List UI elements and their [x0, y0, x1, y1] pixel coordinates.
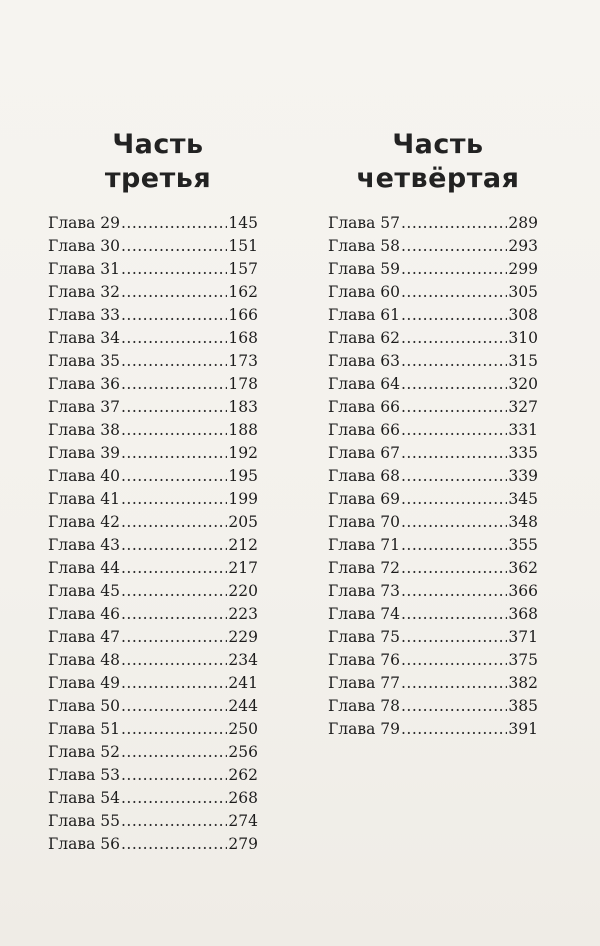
toc-entry	[48, 557, 258, 580]
chapter-label: Глава 70	[328, 513, 400, 531]
chapter-label: Глава 59	[328, 260, 400, 278]
dot-leader	[121, 442, 227, 465]
page-number: 250	[228, 720, 258, 738]
toc-entry	[48, 603, 258, 626]
page-number: 382	[508, 674, 538, 692]
dot-leader	[121, 258, 227, 281]
page-number: 205	[228, 513, 258, 531]
page-number: 308	[508, 306, 538, 324]
page-number: 362	[508, 559, 538, 577]
page-number: 335	[508, 444, 538, 462]
page-number: 178	[228, 375, 258, 393]
page-number: 305	[508, 283, 538, 301]
dot-leader	[121, 580, 227, 603]
dot-leader	[121, 511, 227, 534]
toc-entry	[328, 511, 538, 534]
toc-entry	[48, 810, 258, 833]
toc-entry	[328, 396, 538, 419]
toc-entry	[328, 695, 538, 718]
dot-leader	[121, 833, 227, 856]
chapter-label: Глава 48	[48, 651, 120, 669]
chapter-label: Глава 77	[328, 674, 400, 692]
dot-leader	[121, 741, 227, 764]
toc-entry	[48, 465, 258, 488]
dot-leader	[121, 212, 227, 235]
dot-leader	[121, 350, 227, 373]
chapter-label: Глава 35	[48, 352, 120, 370]
dot-leader	[401, 442, 507, 465]
dot-leader	[121, 810, 227, 833]
toc-entry	[48, 672, 258, 695]
heading-line-1: Часть	[112, 129, 204, 160]
page-number: 331	[508, 421, 538, 439]
page-number: 391	[508, 720, 538, 738]
toc-entry	[328, 626, 538, 649]
page-number: 371	[508, 628, 538, 646]
chapter-label: Глава 51	[48, 720, 120, 738]
chapter-label: Глава 33	[48, 306, 120, 324]
page-number: 375	[508, 651, 538, 669]
chapter-label: Глава 42	[48, 513, 120, 531]
dot-leader	[401, 373, 507, 396]
dot-leader	[121, 695, 227, 718]
dot-leader	[401, 603, 507, 626]
page-number: 320	[508, 375, 538, 393]
dot-leader	[401, 695, 507, 718]
dot-leader	[121, 626, 227, 649]
dot-leader	[401, 580, 507, 603]
dot-leader	[121, 281, 227, 304]
page-number: 345	[508, 490, 538, 508]
chapter-label: Глава 58	[328, 237, 400, 255]
toc-entry	[48, 718, 258, 741]
toc-entry	[328, 281, 538, 304]
page-number: 368	[508, 605, 538, 623]
page-number: 339	[508, 467, 538, 485]
chapter-label: Глава 36	[48, 375, 120, 393]
chapter-label: Глава 69	[328, 490, 400, 508]
chapter-label: Глава 54	[48, 789, 120, 807]
page-number: 289	[508, 214, 538, 232]
heading-line-1: Часть	[392, 129, 484, 160]
chapter-label: Глава 52	[48, 743, 120, 761]
dot-leader	[401, 258, 507, 281]
chapter-label: Глава 73	[328, 582, 400, 600]
page-number: 145	[228, 214, 258, 232]
heading-line-2: третья	[104, 163, 212, 194]
chapter-label: Глава 60	[328, 283, 400, 301]
page-number: 168	[228, 329, 258, 347]
dot-leader	[121, 488, 227, 511]
dot-leader	[121, 672, 227, 695]
dot-leader	[121, 557, 227, 580]
page-number: 151	[228, 237, 258, 255]
chapter-label: Глава 30	[48, 237, 120, 255]
page-number: 315	[508, 352, 538, 370]
heading-line-2: четвёртая	[356, 163, 520, 194]
page-number: 310	[508, 329, 538, 347]
page-number: 268	[228, 789, 258, 807]
page-number: 327	[508, 398, 538, 416]
chapter-label: Глава 75	[328, 628, 400, 646]
chapter-label: Глава 79	[328, 720, 400, 738]
page-number: 195	[228, 467, 258, 485]
contents-column-part-three	[48, 128, 258, 856]
dot-leader	[401, 465, 507, 488]
dot-leader	[401, 327, 507, 350]
chapter-label: Глава 64	[328, 375, 400, 393]
page-number: 223	[228, 605, 258, 623]
toc-entry	[48, 626, 258, 649]
dot-leader	[401, 488, 507, 511]
chapter-list	[328, 212, 538, 741]
toc-entry	[48, 649, 258, 672]
chapter-label: Глава 46	[48, 605, 120, 623]
toc-entry	[328, 258, 538, 281]
toc-entry	[48, 212, 258, 235]
page-number: 199	[228, 490, 258, 508]
toc-entry	[48, 373, 258, 396]
dot-leader	[401, 281, 507, 304]
toc-entry	[328, 304, 538, 327]
page-number: 241	[228, 674, 258, 692]
chapter-label: Глава 66	[328, 398, 400, 416]
page-number: 157	[228, 260, 258, 278]
dot-leader	[401, 511, 507, 534]
chapter-label: Глава 71	[328, 536, 400, 554]
toc-entry	[48, 396, 258, 419]
chapter-label: Глава 45	[48, 582, 120, 600]
toc-entry	[328, 212, 538, 235]
toc-entry	[48, 488, 258, 511]
chapter-label: Глава 29	[48, 214, 120, 232]
toc-entry	[328, 534, 538, 557]
chapter-label: Глава 34	[48, 329, 120, 347]
dot-leader	[401, 649, 507, 672]
chapter-label: Глава 31	[48, 260, 120, 278]
toc-entry	[328, 235, 538, 258]
chapter-label: Глава 37	[48, 398, 120, 416]
chapter-label: Глава 76	[328, 651, 400, 669]
toc-entry	[328, 488, 538, 511]
dot-leader	[121, 465, 227, 488]
dot-leader	[121, 603, 227, 626]
chapter-label: Глава 66	[328, 421, 400, 439]
chapter-label: Глава 32	[48, 283, 120, 301]
dot-leader	[401, 235, 507, 258]
toc-entry	[328, 603, 538, 626]
dot-leader	[401, 212, 507, 235]
toc-entry	[48, 695, 258, 718]
chapter-label: Глава 57	[328, 214, 400, 232]
chapter-label: Глава 41	[48, 490, 120, 508]
page-number: 166	[228, 306, 258, 324]
toc-entry	[48, 327, 258, 350]
page-number: 229	[228, 628, 258, 646]
toc-entry	[328, 442, 538, 465]
toc-entry	[48, 511, 258, 534]
page-number: 234	[228, 651, 258, 669]
toc-entry	[48, 442, 258, 465]
toc-entry	[48, 235, 258, 258]
toc-entry	[48, 350, 258, 373]
dot-leader	[121, 419, 227, 442]
dot-leader	[121, 373, 227, 396]
chapter-label: Глава 53	[48, 766, 120, 784]
dot-leader	[121, 304, 227, 327]
page-number: 244	[228, 697, 258, 715]
chapter-label: Глава 40	[48, 467, 120, 485]
page-number: 162	[228, 283, 258, 301]
dot-leader	[401, 304, 507, 327]
page-number: 274	[228, 812, 258, 830]
chapter-label: Глава 50	[48, 697, 120, 715]
dot-leader	[121, 787, 227, 810]
chapter-list	[48, 212, 258, 856]
toc-entry	[48, 833, 258, 856]
chapter-label: Глава 56	[48, 835, 120, 853]
chapter-label: Глава 49	[48, 674, 120, 692]
page-number: 355	[508, 536, 538, 554]
chapter-label: Глава 44	[48, 559, 120, 577]
toc-entry	[328, 649, 538, 672]
toc-entry	[328, 672, 538, 695]
part-four-heading	[338, 128, 538, 196]
toc-entry	[48, 580, 258, 603]
dot-leader	[121, 327, 227, 350]
page-number: 212	[228, 536, 258, 554]
page-number: 293	[508, 237, 538, 255]
page-number: 279	[228, 835, 258, 853]
contents-column-part-four	[328, 128, 538, 741]
chapter-label: Глава 47	[48, 628, 120, 646]
dot-leader	[401, 534, 507, 557]
chapter-label: Глава 63	[328, 352, 400, 370]
chapter-label: Глава 68	[328, 467, 400, 485]
dot-leader	[121, 534, 227, 557]
page-number: 385	[508, 697, 538, 715]
dot-leader	[121, 235, 227, 258]
chapter-label: Глава 72	[328, 559, 400, 577]
page-number: 262	[228, 766, 258, 784]
chapter-label: Глава 61	[328, 306, 400, 324]
dot-leader	[401, 396, 507, 419]
chapter-label: Глава 78	[328, 697, 400, 715]
toc-entry	[48, 304, 258, 327]
toc-entry	[48, 534, 258, 557]
toc-entry	[328, 419, 538, 442]
chapter-label: Глава 39	[48, 444, 120, 462]
toc-entry	[48, 787, 258, 810]
dot-leader	[401, 672, 507, 695]
toc-entry	[48, 419, 258, 442]
dot-leader	[401, 350, 507, 373]
toc-entry	[48, 281, 258, 304]
toc-entry	[328, 580, 538, 603]
dot-leader	[401, 557, 507, 580]
page-number: 220	[228, 582, 258, 600]
chapter-label: Глава 74	[328, 605, 400, 623]
dot-leader	[121, 396, 227, 419]
chapter-label: Глава 43	[48, 536, 120, 554]
toc-entry	[328, 373, 538, 396]
dot-leader	[121, 649, 227, 672]
dot-leader	[401, 626, 507, 649]
page-number: 188	[228, 421, 258, 439]
toc-entry	[328, 350, 538, 373]
page-number: 183	[228, 398, 258, 416]
page-number: 173	[228, 352, 258, 370]
toc-entry	[328, 465, 538, 488]
chapter-label: Глава 55	[48, 812, 120, 830]
chapter-label: Глава 38	[48, 421, 120, 439]
part-three-heading	[58, 128, 258, 196]
toc-entry	[328, 557, 538, 580]
toc-entry	[48, 741, 258, 764]
dot-leader	[401, 718, 507, 741]
page-number: 256	[228, 743, 258, 761]
chapter-label: Глава 62	[328, 329, 400, 347]
dot-leader	[401, 419, 507, 442]
toc-entry	[328, 327, 538, 350]
chapter-label: Глава 67	[328, 444, 400, 462]
page-number: 192	[228, 444, 258, 462]
dot-leader	[121, 764, 227, 787]
dot-leader	[121, 718, 227, 741]
toc-entry	[328, 718, 538, 741]
page-number: 348	[508, 513, 538, 531]
page-number: 299	[508, 260, 538, 278]
page-number: 366	[508, 582, 538, 600]
page-number: 217	[228, 559, 258, 577]
toc-entry	[48, 258, 258, 281]
toc-entry	[48, 764, 258, 787]
